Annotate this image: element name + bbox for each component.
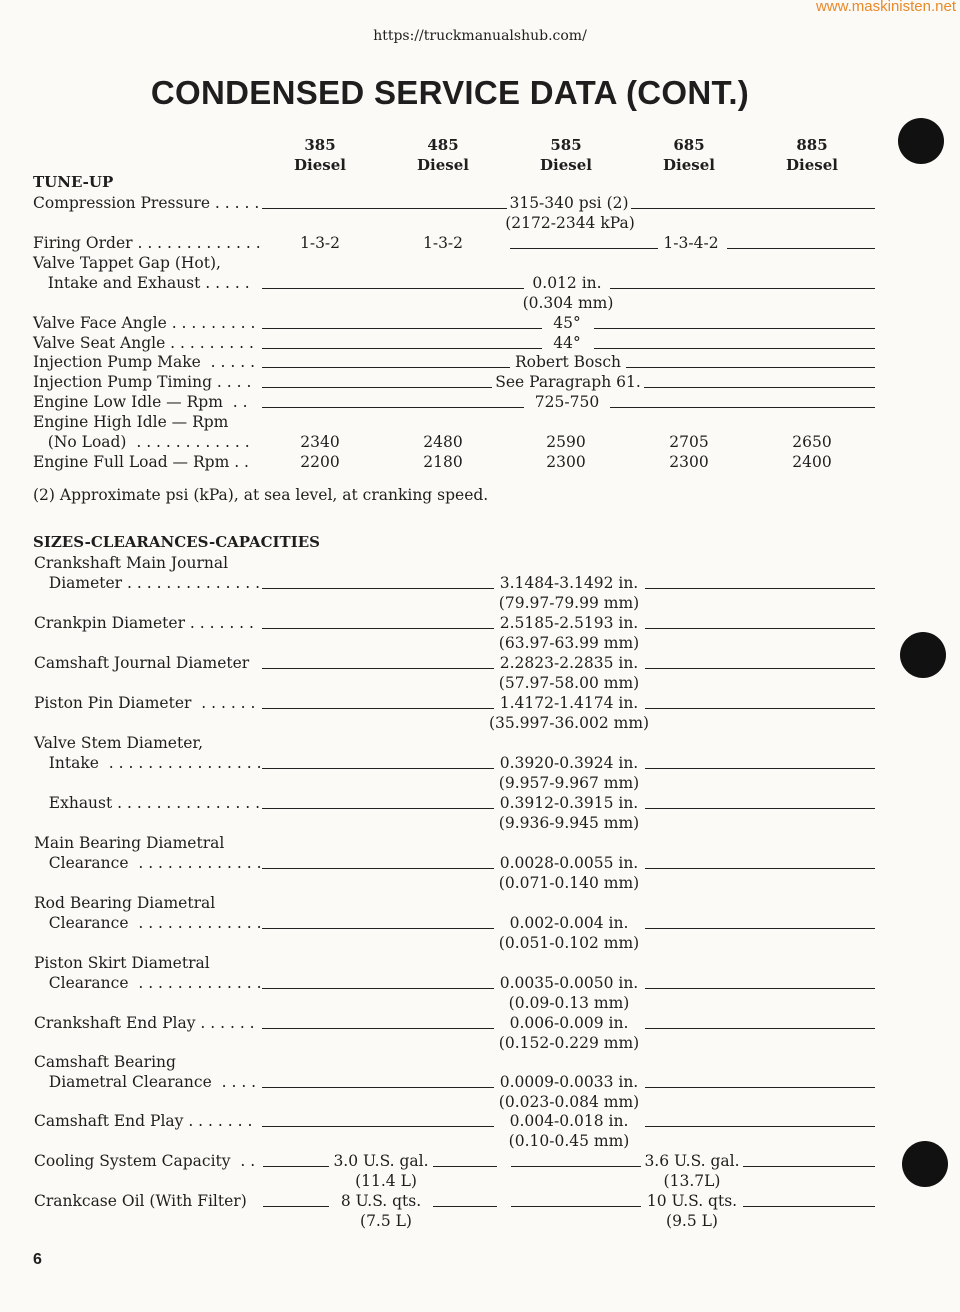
- value-cooling-b-metric: (13.7L): [663, 1172, 721, 1190]
- size-row-label: Rod Bearing Diametral: [34, 894, 216, 912]
- size-row-label: Piston Skirt Diametral: [34, 954, 210, 972]
- label-valve-face: Valve Face Angle . . . . . . . . .: [33, 314, 256, 332]
- size-row-value: 1.4172-1.4174 in.: [499, 694, 639, 712]
- size-row-metric: (0.152-0.229 mm): [498, 1034, 640, 1052]
- leader-line: [645, 1087, 875, 1088]
- leader-line: [262, 367, 510, 368]
- col-header-585: 585 Diesel: [540, 136, 592, 174]
- size-row-value: 0.0035-0.0050 in.: [499, 974, 639, 992]
- leader-line: [262, 808, 494, 809]
- label-high-idle: Engine High Idle — Rpm: [33, 413, 229, 431]
- leader-line: [262, 768, 494, 769]
- label-cooling: Cooling System Capacity . .: [34, 1152, 256, 1170]
- value-high-idle-585: 2590: [546, 433, 586, 451]
- leader-line: [645, 868, 875, 869]
- value-cooling-b: 3.6 U.S. gal.: [644, 1152, 740, 1170]
- value-tappet-gap: 0.012 in.: [532, 274, 602, 292]
- size-row-metric: (9.957-9.967 mm): [498, 774, 640, 792]
- leader-line: [645, 808, 875, 809]
- leader-line: [610, 407, 875, 408]
- size-row-label: Camshaft Bearing: [34, 1053, 176, 1071]
- leader-line: [262, 988, 494, 989]
- label-low-idle: Engine Low Idle — Rpm . .: [33, 393, 248, 411]
- label-pump-make: Injection Pump Make . . . . .: [33, 353, 256, 371]
- page-title: CONDENSED SERVICE DATA (CONT.): [150, 74, 750, 111]
- leader-line: [645, 628, 875, 629]
- size-row-value: 0.0009-0.0033 in.: [499, 1073, 639, 1091]
- size-row-metric: (0.09-0.13 mm): [508, 994, 630, 1012]
- size-row-label: Crankshaft Main Journal: [34, 554, 229, 572]
- size-row-metric: (0.071-0.140 mm): [498, 874, 640, 892]
- source-url: https://truckmanualshub.com/: [373, 28, 587, 44]
- leader-line: [262, 407, 524, 408]
- watermark: www.maskinisten.net: [815, 0, 956, 15]
- leader-line: [631, 208, 875, 209]
- value-cooling-a: 3.0 U.S. gal.: [333, 1152, 429, 1170]
- leader-line: [626, 367, 875, 368]
- size-row-label: Clearance . . . . . . . . . . . . .: [34, 914, 262, 932]
- size-row-label: Main Bearing Diametral: [34, 834, 225, 852]
- leader-line: [511, 1206, 641, 1207]
- leader-line: [262, 387, 492, 388]
- leader-line: [262, 1087, 494, 1088]
- value-full-load-685: 2300: [669, 453, 709, 471]
- size-row-label: Crankpin Diameter . . . . . . .: [34, 614, 254, 632]
- size-row-value: 0.3920-0.3924 in.: [499, 754, 639, 772]
- size-row-value: 0.0028-0.0055 in.: [499, 854, 639, 872]
- value-pump-make: Robert Bosch: [514, 353, 621, 371]
- size-row-label: Valve Stem Diameter,: [34, 734, 204, 752]
- leader-line: [645, 588, 875, 589]
- section-sizes: SIZES-CLEARANCES-CAPACITIES: [33, 533, 320, 551]
- value-high-idle-885: 2650: [792, 433, 832, 451]
- value-valve-seat: 44°: [553, 334, 581, 352]
- leader-line: [727, 248, 875, 249]
- size-row-value: 2.2823-2.2835 in.: [499, 654, 639, 672]
- value-pump-timing: See Paragraph 61.: [495, 373, 641, 391]
- size-row-value: 0.006-0.009 in.: [509, 1014, 629, 1032]
- size-row-label: Piston Pin Diameter . . . . . .: [34, 694, 256, 712]
- leader-line: [262, 868, 494, 869]
- leader-line: [262, 328, 542, 329]
- leader-line: [262, 628, 494, 629]
- col-header-885: 885 Diesel: [786, 136, 838, 174]
- value-oil-a: 8 U.S. qts.: [340, 1192, 422, 1210]
- size-row-label: Camshaft Journal Diameter: [34, 654, 250, 672]
- page-number: 6: [33, 1251, 42, 1268]
- size-row-metric: (0.051-0.102 mm): [498, 934, 640, 952]
- size-row-label: Exhaust . . . . . . . . . . . . . . .: [34, 794, 261, 812]
- value-firing-385: 1-3-2: [299, 234, 341, 252]
- leader-line: [594, 348, 875, 349]
- leader-line: [262, 348, 542, 349]
- leader-line: [645, 928, 875, 929]
- leader-line: [594, 328, 875, 329]
- col-header-685: 685 Diesel: [663, 136, 715, 174]
- value-oil-b-metric: (9.5 L): [666, 1212, 718, 1230]
- value-full-load-385: 2200: [300, 453, 340, 471]
- leader-line: [645, 768, 875, 769]
- size-row-value: 2.5185-2.5193 in.: [499, 614, 639, 632]
- leader-line: [263, 1166, 329, 1167]
- leader-line: [262, 208, 507, 209]
- size-row-metric: (79.97-79.99 mm): [498, 594, 640, 612]
- leader-line: [510, 248, 658, 249]
- leader-line: [262, 928, 494, 929]
- size-row-label: Clearance . . . . . . . . . . . . .: [34, 854, 262, 872]
- leader-line: [262, 708, 494, 709]
- value-compression: 315-340 psi (2): [509, 194, 629, 212]
- leader-line: [433, 1166, 497, 1167]
- leader-line: [743, 1206, 875, 1207]
- size-row-metric: (0.10-0.45 mm): [508, 1132, 630, 1150]
- value-high-idle-385: 2340: [300, 433, 340, 451]
- col-header-385: 385 Diesel: [294, 136, 346, 174]
- label-pump-timing: Injection Pump Timing . . . .: [33, 373, 252, 391]
- size-row-label: Diametral Clearance . . . .: [34, 1073, 257, 1091]
- value-tappet-gap-metric: (0.304 mm): [522, 294, 614, 312]
- label-compression: Compression Pressure . . . . .: [33, 194, 260, 212]
- size-row-label: Camshaft End Play . . . . . . .: [34, 1112, 253, 1130]
- leader-line: [263, 1206, 329, 1207]
- value-oil-a-metric: (7.5 L): [360, 1212, 412, 1230]
- size-row-value: 3.1484-3.1492 in.: [499, 574, 639, 592]
- leader-line: [262, 1126, 494, 1127]
- label-tappet-gap-2: Intake and Exhaust . . . . .: [33, 274, 250, 292]
- binder-hole-top: [898, 118, 944, 164]
- leader-line: [645, 668, 875, 669]
- binder-hole-bottom: [902, 1141, 948, 1187]
- size-row-value: 0.3912-0.3915 in.: [499, 794, 639, 812]
- label-full-load: Engine Full Load — Rpm . .: [33, 453, 249, 471]
- value-high-idle-685: 2705: [669, 433, 709, 451]
- value-full-load-485: 2180: [423, 453, 463, 471]
- leader-line: [743, 1166, 875, 1167]
- section-tuneup: TUNE-UP: [33, 173, 114, 191]
- size-row-metric: (9.936-9.945 mm): [498, 814, 640, 832]
- value-full-load-885: 2400: [792, 453, 832, 471]
- label-high-idle-2: (No Load) . . . . . . . . . . . .: [33, 433, 250, 451]
- value-firing-485: 1-3-2: [422, 234, 464, 252]
- leader-line: [262, 588, 494, 589]
- label-crankcase-oil: Crankcase Oil (With Filter): [34, 1192, 247, 1210]
- size-row-label: Crankshaft End Play . . . . . .: [34, 1014, 255, 1032]
- label-firing-order: Firing Order . . . . . . . . . . . . .: [33, 234, 261, 252]
- label-tappet-gap: Valve Tappet Gap (Hot),: [33, 254, 221, 272]
- col-header-485: 485 Diesel: [417, 136, 469, 174]
- leader-line: [511, 1166, 641, 1167]
- value-high-idle-485: 2480: [423, 433, 463, 451]
- leader-line: [262, 668, 494, 669]
- leader-line: [433, 1206, 497, 1207]
- leader-line: [645, 1126, 875, 1127]
- size-row-metric: (57.97-58.00 mm): [498, 674, 640, 692]
- value-full-load-585: 2300: [546, 453, 586, 471]
- leader-line: [610, 288, 875, 289]
- value-cooling-a-metric: (11.4 L): [355, 1172, 417, 1190]
- leader-line: [644, 387, 875, 388]
- size-row-label: Intake . . . . . . . . . . . . . . . .: [34, 754, 262, 772]
- label-valve-seat: Valve Seat Angle . . . . . . . . .: [33, 334, 254, 352]
- value-oil-b: 10 U.S. qts.: [646, 1192, 738, 1210]
- size-row-value: 0.004-0.018 in.: [509, 1112, 629, 1130]
- size-row-label: Clearance . . . . . . . . . . . . .: [34, 974, 262, 992]
- size-row-metric: (0.023-0.084 mm): [498, 1093, 640, 1111]
- value-valve-face: 45°: [553, 314, 581, 332]
- leader-line: [262, 1028, 494, 1029]
- value-compression-metric: (2172-2344 kPa): [505, 214, 635, 232]
- size-row-metric: (35.997-36.002 mm): [488, 714, 650, 732]
- size-row-metric: (63.97-63.99 mm): [498, 634, 640, 652]
- size-row-label: Diameter . . . . . . . . . . . . . .: [34, 574, 261, 592]
- value-firing-585-885: 1-3-4-2: [663, 234, 719, 252]
- value-low-idle: 725-750: [534, 393, 600, 411]
- binder-hole-middle: [900, 632, 946, 678]
- footnote: (2) Approximate psi (kPa), at sea level, at cranking speed.: [33, 486, 489, 504]
- size-row-value: 0.002-0.004 in.: [509, 914, 629, 932]
- leader-line: [645, 708, 875, 709]
- leader-line: [645, 1028, 875, 1029]
- leader-line: [262, 288, 524, 289]
- leader-line: [645, 988, 875, 989]
